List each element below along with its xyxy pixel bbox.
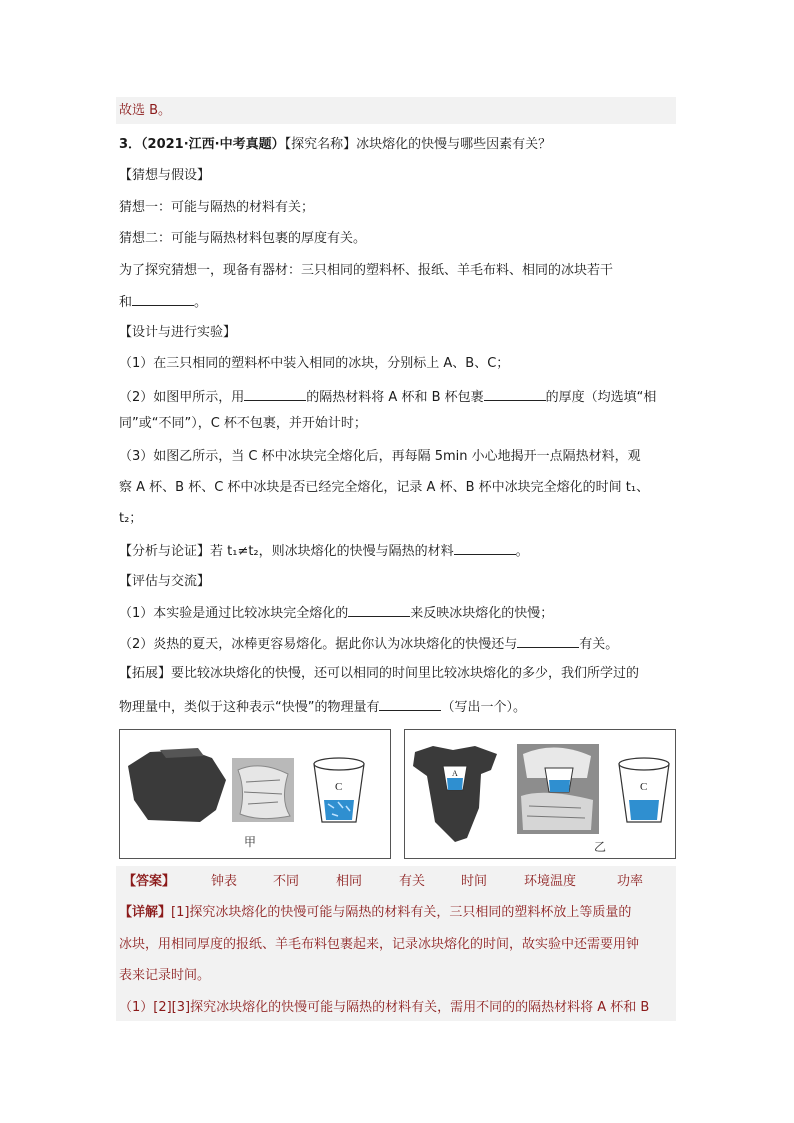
answer-item-3: 相同 bbox=[336, 874, 363, 889]
cup-a-label: A bbox=[452, 769, 458, 778]
shaded-block-top bbox=[116, 97, 676, 124]
explain-line-3: 表来记录时间。 bbox=[119, 968, 211, 983]
extension-a: 【拓展】要比较冰块熔化的快慢，还可以相同的时间里比较冰块熔化的多少，我们所学过的 bbox=[119, 666, 640, 681]
guess-one: 猜想一：可能与隔热的材料有关； bbox=[119, 200, 315, 215]
cup-b-ice bbox=[549, 780, 570, 792]
explain-line-2: 冰块，用相同厚度的报纸、羊毛布料包裹起来，记录冰块熔化的时间，故实验中还需要用钟 bbox=[119, 937, 640, 952]
eval-1-b: 来反映冰块熔化的快慢； bbox=[410, 606, 554, 621]
answer-item-1: 钟表 bbox=[211, 874, 238, 889]
blank-5 bbox=[348, 602, 410, 617]
answer-item-6: 环境温度 bbox=[524, 874, 577, 889]
eval-title: 【评估与交流】 bbox=[119, 574, 211, 589]
guess-title: 【猜想与假设】 bbox=[119, 168, 211, 183]
explain-line-1 bbox=[119, 903, 631, 923]
step-3-a: （3）如图乙所示，当 C 杯中冰块完全熔化后，再每隔 5min 小心地揭开一点隔热材料，观 bbox=[119, 449, 641, 464]
eval-2-a: （2）炎热的夏天，冰棒更容易熔化。据此你认为冰块熔化的快慢还与 bbox=[119, 637, 518, 652]
explain-p1: [1]探究冰块熔化的快慢可能与隔热的材料有关，三只相同的塑料杯放上等质量的 bbox=[171, 905, 632, 920]
step-3-c: t₂； bbox=[119, 511, 143, 526]
explain-line-4: （1）[2][3]探究冰块熔化的快慢可能与隔热的材料有关，需用不同的的隔热材料将 A 杯和 B bbox=[119, 1000, 650, 1015]
figure-yi-caption: 乙 bbox=[594, 840, 607, 854]
figure-jia-caption: 甲 bbox=[244, 835, 257, 849]
cup-c-label-2: C bbox=[640, 781, 648, 793]
answer-label: 【答案】 bbox=[123, 874, 176, 889]
figure-yi-illustration bbox=[405, 730, 675, 858]
extension-b-text: 物理量中，类似于这种表示“快慢”的物理量有 bbox=[119, 700, 380, 715]
answer-item-4: 有关 bbox=[399, 874, 426, 889]
step-2 bbox=[119, 386, 656, 408]
blank-7 bbox=[379, 696, 441, 711]
extension-b bbox=[119, 696, 526, 718]
step-2-cont: 同”或“不同”），C 杯不包裹，并开始计时； bbox=[119, 416, 367, 431]
cup-c-label: C bbox=[335, 781, 343, 793]
cup-c-ice-2 bbox=[629, 800, 659, 820]
previous-answer-line: 故选 B。 bbox=[119, 103, 172, 118]
question-source: （2021·江西·中考真题） bbox=[141, 137, 285, 152]
blank-4 bbox=[454, 540, 516, 555]
equipment-and: 和 bbox=[119, 295, 133, 310]
newspaper-bottom-shape bbox=[521, 793, 593, 830]
step-2-c: 的厚度（均选填“相 bbox=[545, 390, 657, 405]
equipment-line: 为了探究猜想一，现备有器材：三只相同的塑料杯、报纸、羊毛布料、相同的冰块若干 bbox=[119, 263, 614, 278]
eval-2 bbox=[119, 633, 618, 655]
wool-wrapped-cup-shape bbox=[128, 750, 226, 822]
cup-c-rim-2 bbox=[619, 758, 669, 770]
wool-opened-shape bbox=[413, 746, 497, 842]
figure-jia bbox=[119, 729, 391, 859]
analysis-text: 【分析与论证】若 t₁≠t₂，则冰块熔化的快慢与隔热的材料 bbox=[119, 544, 454, 559]
figure-yi bbox=[404, 729, 676, 859]
guess-two: 猜想二：可能与隔热材料包裹的厚度有关。 bbox=[119, 231, 367, 246]
blank-1 bbox=[132, 291, 194, 306]
equipment-end: 。 bbox=[194, 295, 208, 310]
question-3-header bbox=[119, 135, 551, 155]
step-2-a: （2）如图甲所示，用 bbox=[119, 390, 245, 405]
blank-3 bbox=[484, 386, 546, 401]
blank-6 bbox=[517, 633, 579, 648]
equipment-line-2 bbox=[119, 291, 207, 313]
eval-2-b: 有关。 bbox=[579, 637, 619, 652]
analysis-line bbox=[119, 540, 529, 562]
cup-c-rim bbox=[314, 758, 364, 770]
cup-a-ice bbox=[447, 778, 463, 790]
analysis-end: 。 bbox=[515, 544, 529, 559]
question-number: 3． bbox=[119, 137, 142, 152]
eval-1 bbox=[119, 602, 553, 624]
extension-c: （写出一个）。 bbox=[441, 700, 526, 715]
answer-item-5: 时间 bbox=[461, 874, 488, 889]
step-1: （1）在三只相同的塑料杯中装入相同的冰块，分别标上 A、B、C； bbox=[119, 356, 510, 371]
design-title: 【设计与进行实验】 bbox=[119, 325, 237, 340]
blank-2 bbox=[244, 386, 306, 401]
step-3-b: 察 A 杯、B 杯、C 杯中冰块是否已经完全熔化，记录 A 杯、B 杯中冰块完全熔化的时间 t₁、 bbox=[119, 480, 650, 495]
step-2-b: 的隔热材料将 A 杯和 B 杯包裹 bbox=[306, 390, 484, 405]
explain-label: 【详解】 bbox=[119, 905, 172, 920]
answer-item-7: 功率 bbox=[617, 874, 644, 889]
answer-item-2: 不同 bbox=[273, 874, 300, 889]
eval-1-a: （1）本实验是通过比较冰块完全熔化的 bbox=[119, 606, 349, 621]
question-title: 【探究名称】冰块熔化的快慢与哪些因素有关？ bbox=[284, 137, 552, 152]
